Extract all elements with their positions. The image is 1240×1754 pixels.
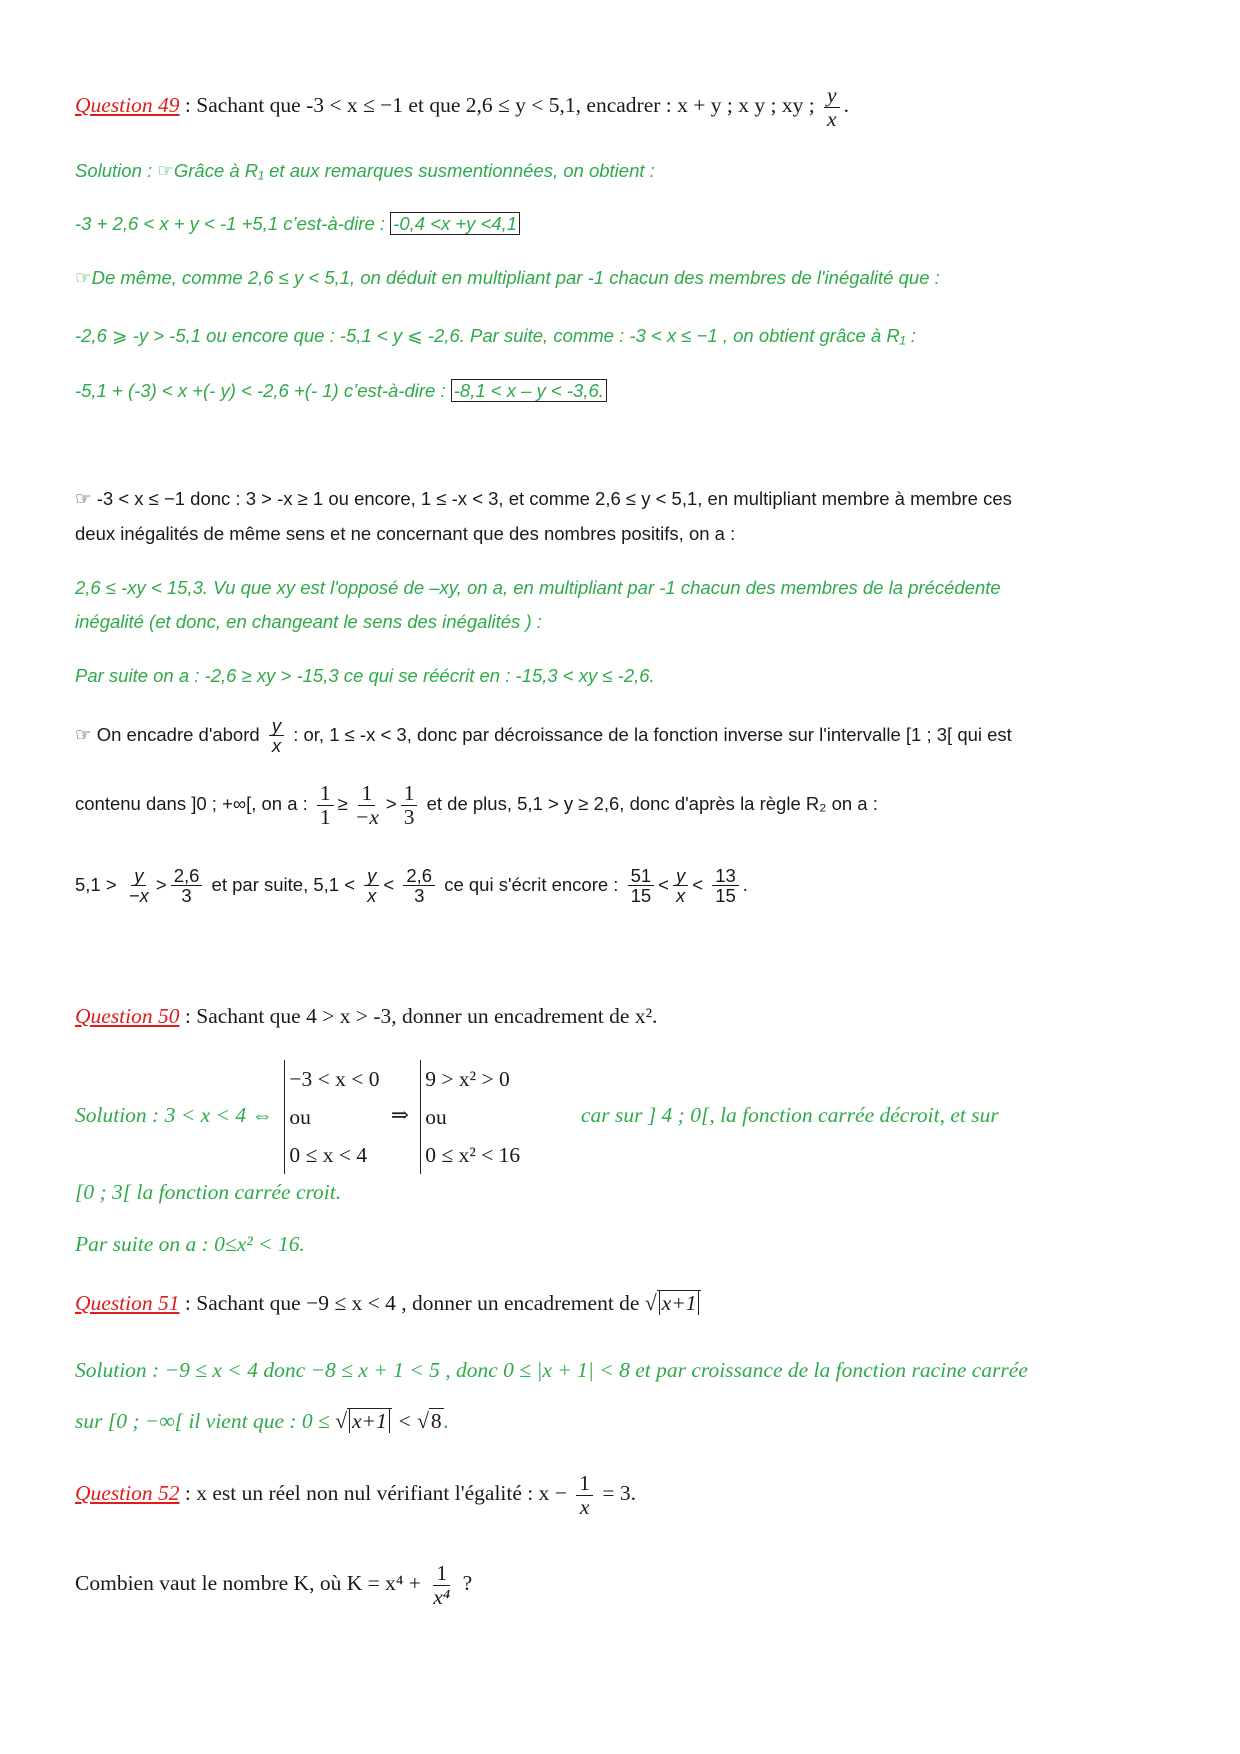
solution-49-line-2: -3 + 2,6 < x + y < -1 +5,1 c’est-à-dire : -0,4 <x +y <4,1 — [75, 213, 520, 235]
question-50-text: : Sachant que 4 > x > -3, donner un encadrement de x². — [179, 1004, 658, 1028]
question-50 — [75, 1004, 657, 1029]
fraction-y-over-x: $\frac{y}{x}$ — [364, 866, 379, 906]
boxed-result-sum: -0,4 <x +y <4,1 — [390, 212, 520, 235]
question-49-title: Question 49 — [75, 93, 180, 117]
product-green-line-3: Par suite on a : -2,6 ≥ xy > -15,3 ce qui se réécrit en : -15,3 < xy ≤ -2,6. — [75, 665, 655, 686]
fraction-13-over-15: $\frac{13}{15}$ — [712, 866, 739, 906]
fraction-y-over-minus-x: $\frac{y}{-x}$ — [128, 865, 149, 907]
question-52: Question 52 : x est un réel non nul vérifiant l'égalité : x − $\frac{1}{x}$ = 3. — [75, 1471, 637, 1519]
product-paragraph-line-2: deux inégalités de même sens et ne concernant que des nombres positifs, on a : — [75, 523, 736, 544]
question-49-text: : Sachant que -3 < x ≤ −1 et que 2,6 ≤ y < 5,1, encadrer : x + y ; x y ; xy ; — [179, 93, 815, 117]
solution-50-line-3: Par suite on a : 0≤x² < 16. — [75, 1232, 305, 1256]
quotient-line-1: ☞ On encadre d'abord $\frac{y}{x}$ : or, 1 ≤ -x < 3, donc par décroissance de la fonction inverse sur l'intervalle [1 ; 3[ qui est — [75, 715, 1012, 757]
fraction-y-over-x: $\frac{y}{x}$ — [824, 84, 840, 130]
fraction-1-over-x4: $\frac{1}{\text{x⁴}}$ — [433, 1561, 451, 1609]
question-52-title: Question 52 — [75, 1481, 180, 1505]
solution-50-line-2: [0 ; 3[ la fonction carrée croit. — [75, 1180, 342, 1204]
fraction-1-over-3: $\frac{1}{3}$ — [401, 782, 418, 828]
fraction-51-over-15: $\frac{51}{15}$ — [628, 866, 655, 906]
fraction-2-6-over-3: $\frac{2,6}{3}$ — [403, 866, 435, 906]
sqrt-abs-x-plus-1: x+1 — [657, 1290, 702, 1316]
boxed-result-difference: -8,1 < x – y < -3,6. — [451, 379, 607, 402]
product-green-line-1: 2,6 ≤ -xy < 15,3. Vu que xy est l'opposé de –xy, on a, en multipliant par -1 chacun des membres de la précédente — [75, 577, 1001, 598]
solution-49-line-3: ☞De même, comme 2,6 ≤ y < 5,1, on déduit en multipliant par -1 chacun des membres de l'inégalité que : — [75, 267, 940, 288]
system-x-cases: −3 < x < 0 ou 0 ≤ x < 4 — [284, 1060, 379, 1174]
quotient-line-3: 5,1 > $\frac{y}{-x}$ > $\frac{2,6}{3}$ et par suite, 5,1 < $\frac{y}{x}$ < $\frac{2,6}{3}$ ce qui s'écrit encore : $\frac{51}{15}$ < $\frac{y}{x}$ < $\frac{13}{15}$ . — [75, 865, 748, 907]
product-paragraph-line-1: ☞ -3 < x ≤ −1 donc : 3 > -x ≥ 1 ou encore, 1 ≤ -x < 3, et comme 2,6 ≤ y < 5,1, en multipliant membre à membre ces — [75, 488, 1012, 509]
solution-49-line-5: -5,1 + (-3) < x +(- y) < -2,6 +(- 1) c’est-à-dire : -8,1 < x – y < -3,6. — [75, 380, 607, 402]
question-52-k: Combien vaut le nombre K, où K = x⁴ + $\frac{1}{\text{x⁴}}$ ? — [75, 1561, 473, 1609]
sqrt-abs-x-plus-1: x+1 — [347, 1408, 392, 1434]
solution-51-line-1: Solution : −9 ≤ x < 4 donc −8 ≤ x + 1 < 5 , donc 0 ≤ |x + 1| < 8 et par croissance de la fonction racine carrée — [75, 1358, 1028, 1382]
fraction-1-over-1: $\frac{1}{1}$ — [317, 782, 334, 828]
fraction-1-over-minus-x: $\frac{1}{-x}$ — [354, 781, 379, 829]
question-51-title: Question 51 — [75, 1291, 180, 1315]
question-51: Question 51 : Sachant que −9 ≤ x < 4 , donner un encadrement de √ x+1 — [75, 1290, 701, 1316]
fraction-y-over-x: $\frac{y}{x}$ — [269, 716, 284, 756]
sqrt-8: 8 — [430, 1409, 442, 1433]
fraction-y-over-x: $\frac{y}{x}$ — [673, 866, 688, 906]
fraction-1-over-x: $\frac{1}{x}$ — [576, 1472, 593, 1518]
quotient-line-2: contenu dans ]0 ; +∞[, on a : $\frac{1}{1}$ ≥ $\frac{1}{-x}$ > $\frac{1}{3}$ et de plus, 5,1 > y ≥ 2,6, donc d'après la règle R₂ on a : — [75, 781, 878, 829]
solution-49-line-4: -2,6 ⩾ -y > -5,1 ou encore que : -5,1 < y ⩽ -2,6. Par suite, comme : -3 < x ≤ −1 , on obtient grâce à R₁ : — [75, 325, 916, 346]
solution-49-line-1: Solution : ☞Grâce à R₁ et aux remarques susmentionnées, on obtient : — [75, 160, 655, 181]
system-x-squared-cases: 9 > x² > 0 ou 0 ≤ x² < 16 — [420, 1060, 520, 1174]
question-51-text: : Sachant que −9 ≤ x < 4 , donner un encadrement de — [179, 1291, 640, 1315]
fraction-2-6-over-3: $\frac{2,6}{3}$ — [171, 866, 203, 906]
solution-50-line-1: Solution : 3 < x < 4 ⇔ −3 < x < 0 ou 0 ≤ x < 4 ⇒ 9 > x² > 0 ou 0 ≤ x² < 16 car sur ] 4 ; 0[, la fonction carrée décroit, et sur — [75, 1060, 999, 1174]
solution-51-line-2: sur [0 ; −∞[ il vient que : 0 ≤ √ x+1 < √8. — [75, 1409, 450, 1433]
product-green-line-2: inégalité (et donc, en changeant le sens des inégalités ) : — [75, 611, 542, 632]
question-52-text: : x est un réel non nul vérifiant l'égalité : x − — [179, 1481, 567, 1505]
question-49: Question 49 : Sachant que -3 < x ≤ −1 et que 2,6 ≤ y < 5,1, encadrer : x + y ; x y ; xy ; $\frac{y}{x}$ . — [75, 83, 849, 131]
question-50-title: Question 50 — [75, 1004, 180, 1028]
